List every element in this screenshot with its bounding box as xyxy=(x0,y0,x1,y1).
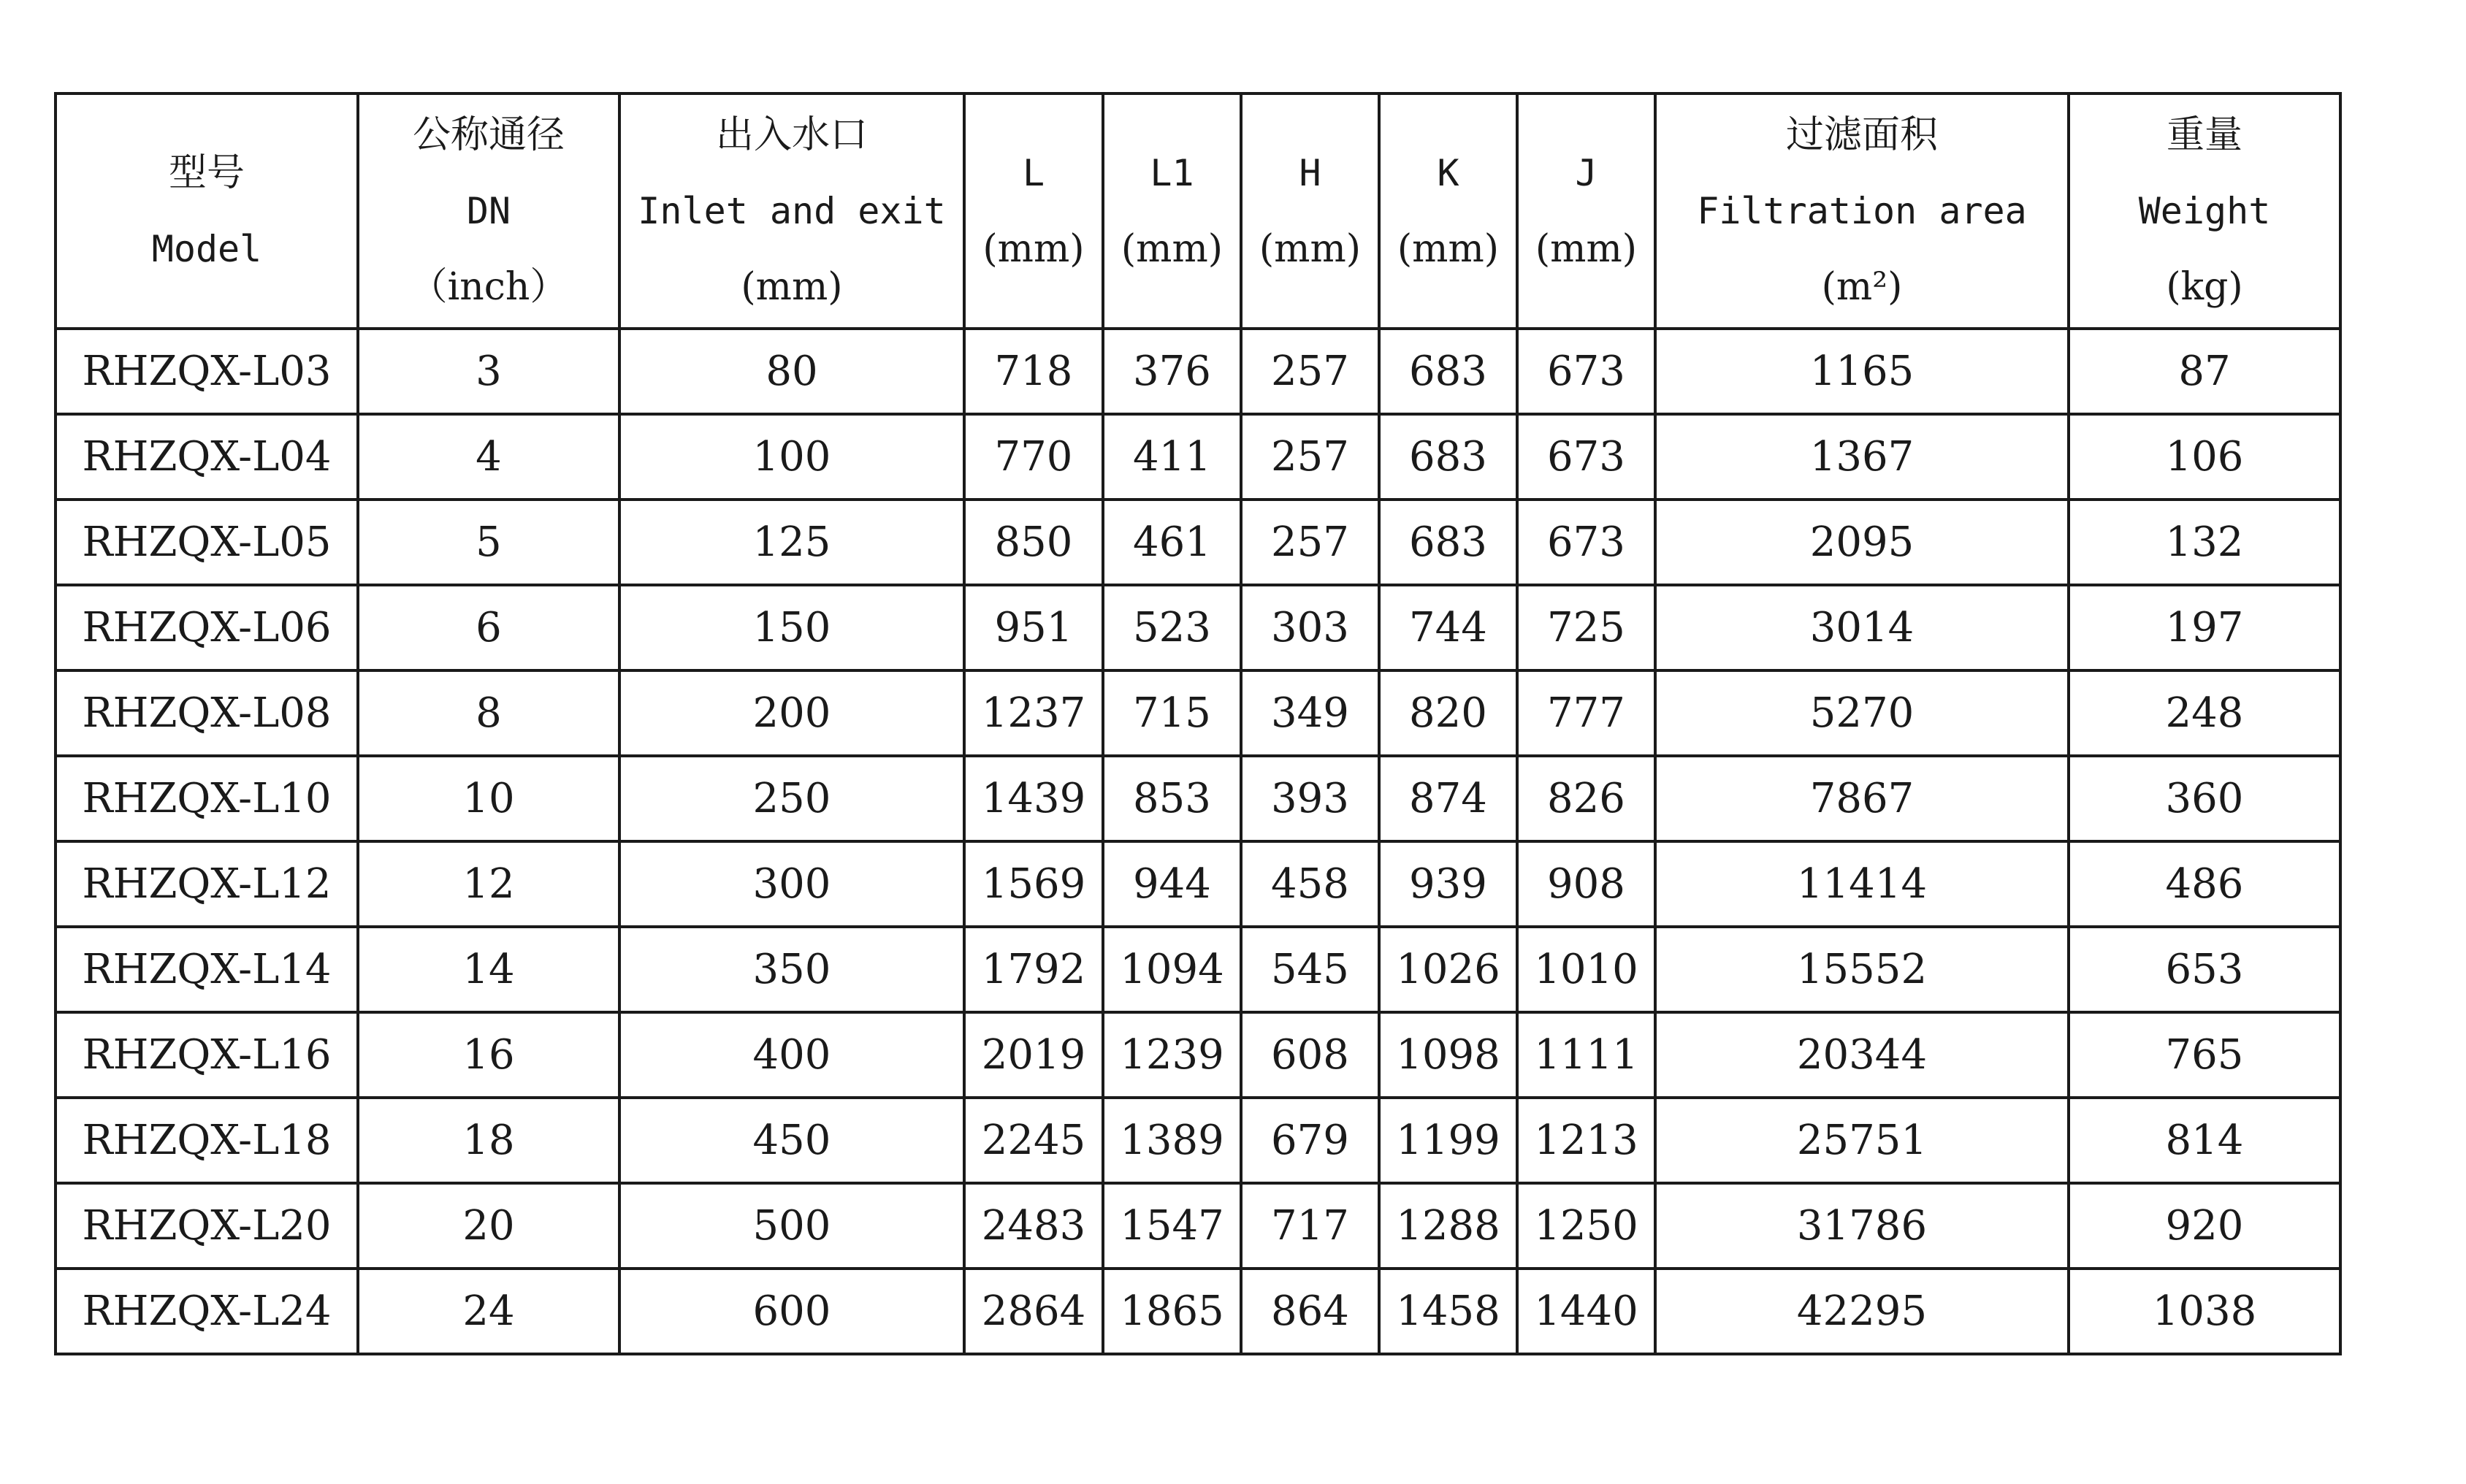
cell-j: 777 xyxy=(1517,670,1655,756)
cell-j: 725 xyxy=(1517,585,1655,670)
cell-k: 1458 xyxy=(1379,1269,1517,1354)
cell-h: 458 xyxy=(1241,841,1379,927)
cell-dn: 16 xyxy=(358,1012,619,1098)
cell-j: 1213 xyxy=(1517,1098,1655,1183)
cell-h: 864 xyxy=(1241,1269,1379,1354)
cell-l: 2245 xyxy=(964,1098,1103,1183)
cell-j: 908 xyxy=(1517,841,1655,927)
header-j-label: J xyxy=(1575,152,1597,194)
cell-weight: 87 xyxy=(2069,329,2340,414)
header-dn-unit: （inch） xyxy=(409,265,568,309)
cell-dn: 3 xyxy=(358,329,619,414)
header-inlet-cn: 出入水口 xyxy=(715,113,868,157)
cell-model: RHZQX-L20 xyxy=(56,1183,358,1269)
cell-l: 2019 xyxy=(964,1012,1103,1098)
table-row xyxy=(56,414,2340,500)
cell-j: 673 xyxy=(1517,329,1655,414)
cell-model: RHZQX-L16 xyxy=(56,1012,358,1098)
cell-h: 717 xyxy=(1241,1183,1379,1269)
cell-filtration-area: 7867 xyxy=(1655,756,2069,841)
cell-l1: 1547 xyxy=(1103,1183,1241,1269)
cell-l1: 944 xyxy=(1103,841,1241,927)
header-h xyxy=(1241,93,1379,329)
header-l xyxy=(964,93,1103,329)
table-row xyxy=(56,841,2340,927)
cell-inlet: 350 xyxy=(619,927,964,1012)
cell-j: 673 xyxy=(1517,414,1655,500)
cell-model: RHZQX-L14 xyxy=(56,927,358,1012)
cell-weight: 765 xyxy=(2069,1012,2340,1098)
cell-weight: 106 xyxy=(2069,414,2340,500)
cell-l: 1237 xyxy=(964,670,1103,756)
cell-h: 349 xyxy=(1241,670,1379,756)
header-l-unit: (mm) xyxy=(982,227,1085,271)
header-filtration-cn: 过滤面积 xyxy=(1785,113,1938,157)
cell-inlet: 250 xyxy=(619,756,964,841)
cell-h: 393 xyxy=(1241,756,1379,841)
header-dn xyxy=(358,93,619,329)
cell-k: 683 xyxy=(1379,500,1517,585)
header-filtration-unit: (m²) xyxy=(1821,265,1903,309)
cell-j: 1250 xyxy=(1517,1183,1655,1269)
cell-inlet: 150 xyxy=(619,585,964,670)
cell-inlet: 450 xyxy=(619,1098,964,1183)
cell-model: RHZQX-L05 xyxy=(56,500,358,585)
cell-filtration-area: 25751 xyxy=(1655,1098,2069,1183)
cell-h: 679 xyxy=(1241,1098,1379,1183)
cell-k: 820 xyxy=(1379,670,1517,756)
cell-filtration-area: 2095 xyxy=(1655,500,2069,585)
header-filtration xyxy=(1655,93,2069,329)
cell-l1: 853 xyxy=(1103,756,1241,841)
cell-j: 826 xyxy=(1517,756,1655,841)
cell-model: RHZQX-L04 xyxy=(56,414,358,500)
cell-l: 850 xyxy=(964,500,1103,585)
header-l1-unit: (mm) xyxy=(1121,227,1224,271)
cell-l1: 411 xyxy=(1103,414,1241,500)
header-weight xyxy=(2069,93,2340,329)
header-j-unit: (mm) xyxy=(1535,227,1638,271)
cell-l1: 1389 xyxy=(1103,1098,1241,1183)
cell-l: 1569 xyxy=(964,841,1103,927)
cell-j: 673 xyxy=(1517,500,1655,585)
cell-dn: 6 xyxy=(358,585,619,670)
cell-h: 257 xyxy=(1241,414,1379,500)
cell-filtration-area: 3014 xyxy=(1655,585,2069,670)
header-model-en: Model xyxy=(151,228,262,270)
header-l1-label: L1 xyxy=(1150,152,1194,194)
cell-k: 683 xyxy=(1379,414,1517,500)
header-l-label: L xyxy=(1022,152,1045,194)
cell-inlet: 125 xyxy=(619,500,964,585)
cell-inlet: 300 xyxy=(619,841,964,927)
spec-table xyxy=(54,92,2342,1355)
header-l1 xyxy=(1103,93,1241,329)
table-body xyxy=(56,329,2340,1354)
header-filtration-en: Filtration area xyxy=(1697,190,2027,232)
header-inlet-unit: (mm) xyxy=(741,265,843,309)
header-weight-unit: (kg) xyxy=(2166,265,2243,309)
cell-weight: 486 xyxy=(2069,841,2340,927)
cell-dn: 24 xyxy=(358,1269,619,1354)
header-k-label: K xyxy=(1437,152,1459,194)
table-row xyxy=(56,670,2340,756)
cell-h: 257 xyxy=(1241,329,1379,414)
cell-l: 1439 xyxy=(964,756,1103,841)
cell-k: 939 xyxy=(1379,841,1517,927)
cell-l1: 461 xyxy=(1103,500,1241,585)
table-row xyxy=(56,1269,2340,1354)
cell-inlet: 100 xyxy=(619,414,964,500)
cell-weight: 920 xyxy=(2069,1183,2340,1269)
cell-model: RHZQX-L12 xyxy=(56,841,358,927)
cell-dn: 4 xyxy=(358,414,619,500)
cell-filtration-area: 15552 xyxy=(1655,927,2069,1012)
table-row xyxy=(56,1183,2340,1269)
cell-dn: 8 xyxy=(358,670,619,756)
cell-model: RHZQX-L10 xyxy=(56,756,358,841)
cell-model: RHZQX-L08 xyxy=(56,670,358,756)
cell-weight: 248 xyxy=(2069,670,2340,756)
cell-k: 1026 xyxy=(1379,927,1517,1012)
header-dn-en: DN xyxy=(466,190,511,232)
cell-dn: 18 xyxy=(358,1098,619,1183)
table-row xyxy=(56,500,2340,585)
header-weight-cn: 重量 xyxy=(2166,113,2242,157)
cell-dn: 14 xyxy=(358,927,619,1012)
cell-h: 608 xyxy=(1241,1012,1379,1098)
header-inlet xyxy=(619,93,964,329)
cell-l1: 1239 xyxy=(1103,1012,1241,1098)
cell-filtration-area: 1367 xyxy=(1655,414,2069,500)
header-h-unit: (mm) xyxy=(1259,227,1362,271)
cell-j: 1010 xyxy=(1517,927,1655,1012)
header-weight-en: Weight xyxy=(2138,190,2271,232)
cell-inlet: 400 xyxy=(619,1012,964,1098)
cell-h: 257 xyxy=(1241,500,1379,585)
cell-model: RHZQX-L24 xyxy=(56,1269,358,1354)
cell-l: 1792 xyxy=(964,927,1103,1012)
cell-dn: 10 xyxy=(358,756,619,841)
cell-weight: 1038 xyxy=(2069,1269,2340,1354)
cell-l: 718 xyxy=(964,329,1103,414)
cell-filtration-area: 5270 xyxy=(1655,670,2069,756)
cell-filtration-area: 42295 xyxy=(1655,1269,2069,1354)
table-row xyxy=(56,1098,2340,1183)
cell-j: 1440 xyxy=(1517,1269,1655,1354)
cell-dn: 12 xyxy=(358,841,619,927)
cell-model: RHZQX-L18 xyxy=(56,1098,358,1183)
cell-dn: 5 xyxy=(358,500,619,585)
table-row xyxy=(56,329,2340,414)
cell-k: 683 xyxy=(1379,329,1517,414)
cell-h: 545 xyxy=(1241,927,1379,1012)
cell-inlet: 80 xyxy=(619,329,964,414)
header-model-cn: 型号 xyxy=(168,151,245,195)
cell-j: 1111 xyxy=(1517,1012,1655,1098)
cell-l1: 376 xyxy=(1103,329,1241,414)
cell-filtration-area: 31786 xyxy=(1655,1183,2069,1269)
table-row xyxy=(56,927,2340,1012)
header-dn-cn: 公称通径 xyxy=(412,113,565,157)
cell-weight: 132 xyxy=(2069,500,2340,585)
cell-dn: 20 xyxy=(358,1183,619,1269)
cell-weight: 653 xyxy=(2069,927,2340,1012)
cell-inlet: 200 xyxy=(619,670,964,756)
cell-l: 2483 xyxy=(964,1183,1103,1269)
cell-h: 303 xyxy=(1241,585,1379,670)
header-k-unit: (mm) xyxy=(1397,227,1500,271)
header-h-label: H xyxy=(1299,152,1321,194)
cell-l1: 1094 xyxy=(1103,927,1241,1012)
cell-filtration-area: 11414 xyxy=(1655,841,2069,927)
header-k xyxy=(1379,93,1517,329)
cell-model: RHZQX-L03 xyxy=(56,329,358,414)
cell-filtration-area: 20344 xyxy=(1655,1012,2069,1098)
cell-weight: 360 xyxy=(2069,756,2340,841)
header-inlet-en: Inlet and exit xyxy=(638,190,946,232)
cell-k: 744 xyxy=(1379,585,1517,670)
cell-l1: 1865 xyxy=(1103,1269,1241,1354)
header-j xyxy=(1517,93,1655,329)
cell-filtration-area: 1165 xyxy=(1655,329,2069,414)
cell-k: 1288 xyxy=(1379,1183,1517,1269)
cell-l: 951 xyxy=(964,585,1103,670)
cell-l: 770 xyxy=(964,414,1103,500)
cell-weight: 814 xyxy=(2069,1098,2340,1183)
cell-inlet: 500 xyxy=(619,1183,964,1269)
header-model xyxy=(56,93,358,329)
table-row xyxy=(56,585,2340,670)
header-row xyxy=(56,93,2340,329)
cell-l1: 715 xyxy=(1103,670,1241,756)
cell-k: 1098 xyxy=(1379,1012,1517,1098)
cell-l1: 523 xyxy=(1103,585,1241,670)
cell-k: 874 xyxy=(1379,756,1517,841)
cell-l: 2864 xyxy=(964,1269,1103,1354)
table-row xyxy=(56,756,2340,841)
cell-inlet: 600 xyxy=(619,1269,964,1354)
table-row xyxy=(56,1012,2340,1098)
cell-k: 1199 xyxy=(1379,1098,1517,1183)
cell-model: RHZQX-L06 xyxy=(56,585,358,670)
cell-weight: 197 xyxy=(2069,585,2340,670)
